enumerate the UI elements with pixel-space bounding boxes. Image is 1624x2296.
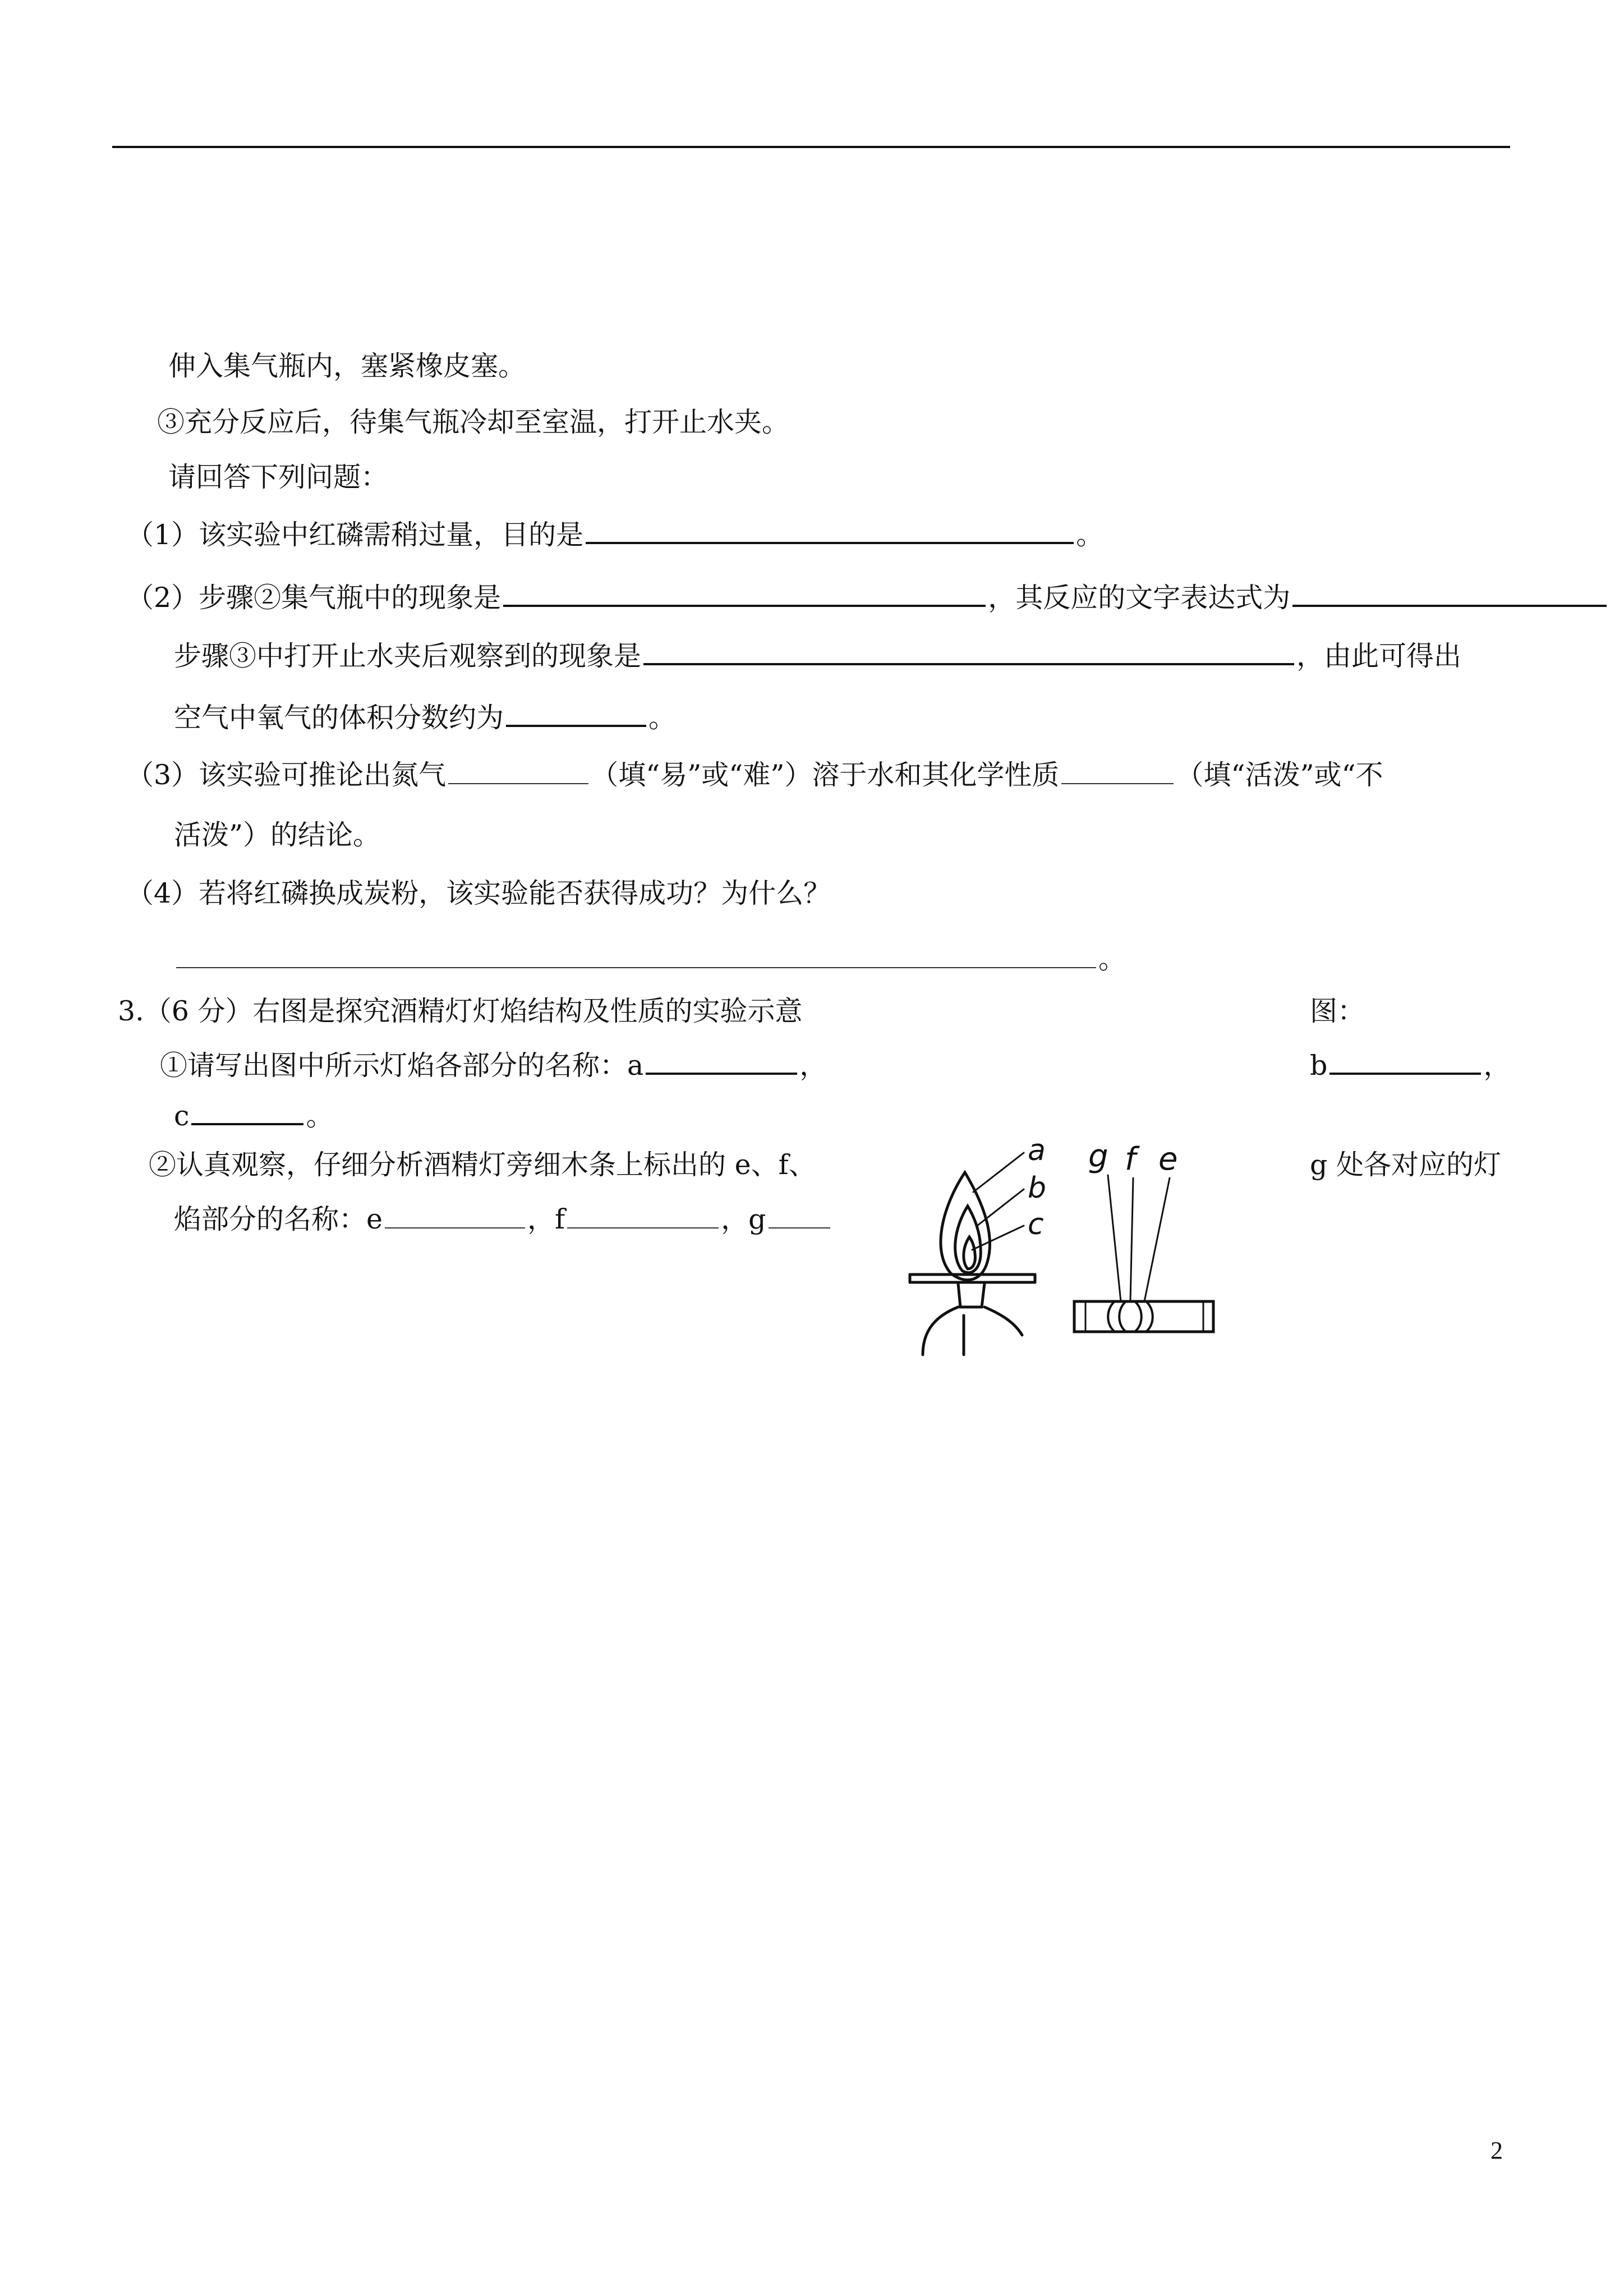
problem-3-question-2-continued: 焰部分的名称：e ，f ，g	[174, 1200, 832, 1238]
answer-blank-b[interactable]	[1329, 1046, 1481, 1075]
answer-blank-f[interactable]	[567, 1200, 719, 1228]
problem-3-title-end: 图：	[1310, 995, 1365, 1027]
answer-blank-4[interactable]	[176, 940, 1096, 968]
question-4: （4）若将红磷换成炭粉，该实验能否获得成功？为什么？	[126, 877, 831, 909]
answer-blank-2c[interactable]	[643, 636, 1294, 665]
answer-blank-g[interactable]	[769, 1200, 830, 1228]
text-line-3: 请回答下列问题：	[168, 461, 389, 493]
answer-blank-3b[interactable]	[1061, 756, 1174, 784]
answer-blank-a[interactable]	[646, 1046, 797, 1075]
answer-blank-2a[interactable]	[503, 578, 986, 607]
answer-blank-2d[interactable]	[506, 698, 646, 727]
question-2: （2）步骤②集气瓶中的现象是 ，其反应的文字表达式为	[126, 578, 1609, 616]
problem-3-question-2-end: g 处各对应的灯	[1310, 1149, 1501, 1181]
wooden-stick-drawing	[1074, 1301, 1213, 1332]
answer-blank-c[interactable]	[191, 1096, 303, 1125]
problem-3-question-1: ①请写出图中所示灯焰各部分的名称：a ，	[160, 1046, 827, 1084]
text-line-2: ③充分反应后，待集气瓶冷却至室温，打开止水夹。	[157, 406, 790, 438]
answer-blank-3a[interactable]	[448, 756, 588, 784]
problem-3-question-1-b: b ，	[1310, 1046, 1511, 1084]
alcohol-lamp-flame-figure	[898, 1122, 1234, 1369]
question-1: （1）该实验中红磷需稍过量，目的是 。	[126, 515, 1103, 554]
text-line-1: 伸入集气瓶内，塞紧橡皮塞。	[168, 350, 526, 382]
page-number: 2	[1490, 2137, 1503, 2164]
question-3-end: 活泼”）的结论。	[174, 819, 381, 851]
question-2-end: 空气中氧气的体积分数约为 。	[174, 698, 676, 737]
problem-3-question-2: ②认真观察，仔细分析酒精灯旁细木条上标出的 e、f、	[149, 1149, 816, 1181]
stick-label-lines	[1108, 1175, 1170, 1301]
question-2-continued: 步骤③中打开止水夹后观察到的现象是 ，由此可得出	[174, 636, 1461, 675]
problem-3-question-1-c: c 。	[174, 1096, 333, 1135]
flame-label-c: c	[1028, 1208, 1044, 1241]
alcohol-lamp-drawing	[910, 1172, 1035, 1355]
answer-blank-2b[interactable]	[1292, 578, 1607, 607]
stick-label-e: e	[1158, 1141, 1178, 1177]
question-4-answer: 。	[174, 940, 1126, 978]
problem-3-title: 3.（6 分）右图是探究酒精灯灯焰结构及性质的实验示意	[118, 995, 803, 1027]
question-3: （3）该实验可推论出氮气 （填“易”或“难”）溶于水和其化学性质 （填“活泼”或“不	[126, 756, 1383, 794]
stick-label-f: f	[1125, 1141, 1136, 1177]
flame-label-b: b	[1028, 1171, 1047, 1205]
stick-label-g: g	[1088, 1138, 1108, 1175]
answer-blank-e[interactable]	[385, 1200, 525, 1228]
flame-label-a: a	[1028, 1134, 1046, 1167]
header-rule	[112, 146, 1510, 148]
answer-blank-1[interactable]	[586, 515, 1074, 544]
